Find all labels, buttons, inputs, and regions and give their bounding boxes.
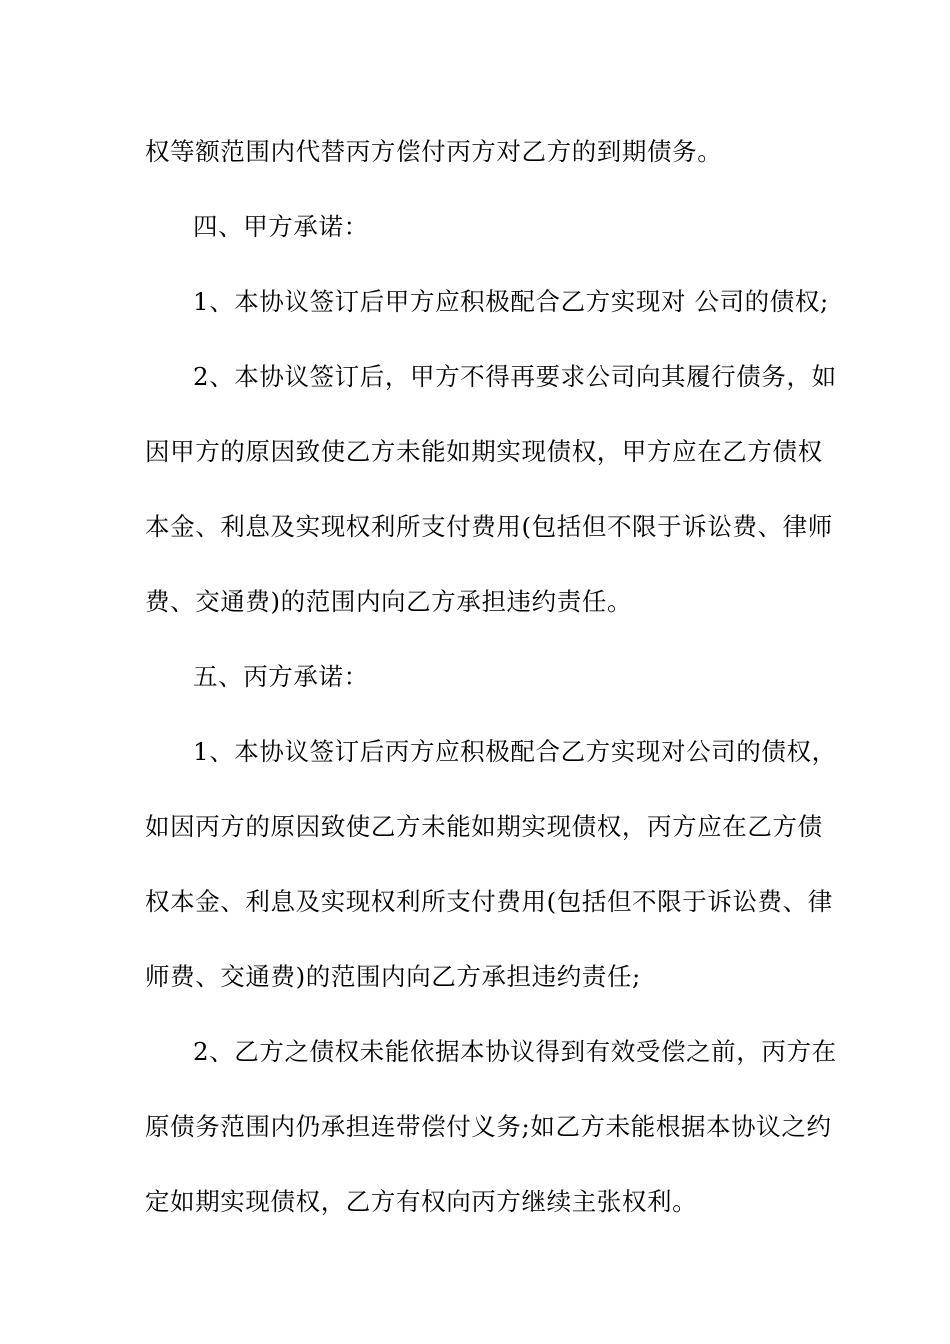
section-heading: 五、丙方承诺： (193, 662, 369, 691)
section-heading: 四、甲方承诺： (193, 212, 369, 241)
text-line: 2、本协议签订后，甲方不得再要求公司向其履行债务，如 (193, 362, 837, 391)
text-line: 定如期实现债权，乙方有权向丙方继续主张权利。 (145, 1187, 698, 1216)
text-line: 权等额范围内代替丙方偿付丙方对乙方的到期债务。 (145, 137, 723, 166)
text-line: 2、乙方之债权未能依据本协议得到有效受偿之前，丙方在 (193, 1037, 837, 1066)
text-line: 原债务范围内仍承担连带偿付义务;如乙方未能根据本协议之约 (145, 1112, 832, 1141)
text-line: 师费、交通费)的范围内向乙方承担违约责任; (145, 962, 641, 991)
text-line: 本金、利息及实现权利所支付费用(包括但不限于诉讼费、律师 (145, 512, 833, 541)
text-line: 费、交通费)的范围内向乙方承担违约责任。 (145, 587, 633, 616)
text-line: 权本金、利息及实现权利所支付费用(包括但不限于诉讼费、律 (145, 887, 833, 916)
text-line: 1、本协议签订后甲方应积极配合乙方实现对 公司的债权; (193, 287, 829, 316)
text-line: 因甲方的原因致使乙方未能如期实现债权，甲方应在乙方债权 (145, 437, 823, 466)
text-line: 1、本协议签订后丙方应积极配合乙方实现对公司的债权， (193, 737, 837, 766)
text-line: 如因丙方的原因致使乙方未能如期实现债权，丙方应在乙方债 (145, 812, 823, 841)
